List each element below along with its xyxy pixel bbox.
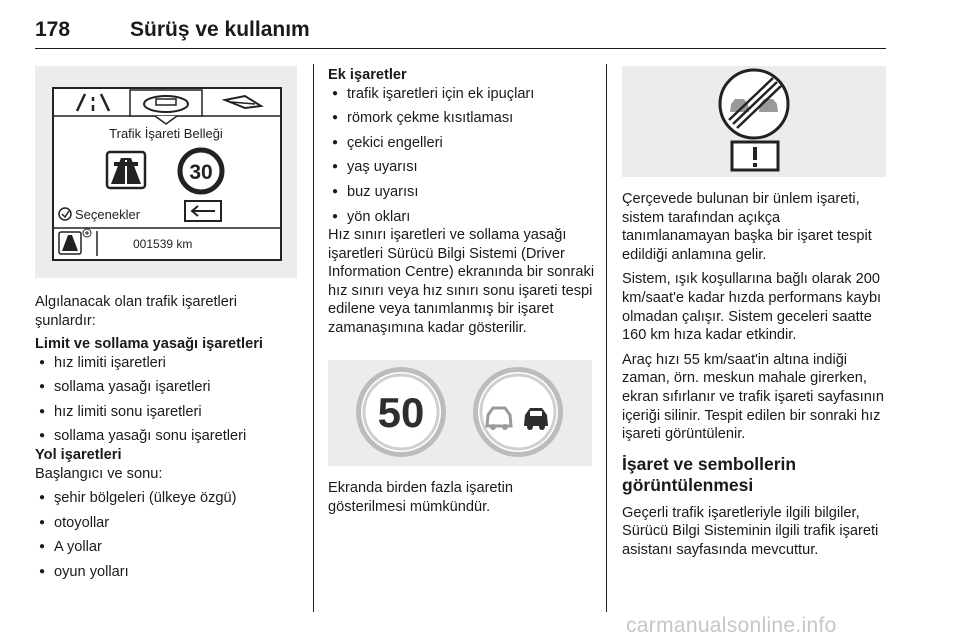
motorway-mini-icon: [59, 232, 81, 254]
road-signs-group: [35, 446, 305, 588]
end-no-overtaking-sign: [720, 70, 788, 138]
extra-signs-heading: Ek işaretler: [328, 67, 407, 83]
limits-heading: Limit ve sollama yasağı işaretleri: [35, 336, 263, 352]
section-title: İşaret ve sembollerin görüntülenmesi: [622, 453, 797, 495]
back-arrow-icon: [185, 201, 221, 221]
list-item: ● hız limiti işaretleri: [35, 354, 305, 373]
info-paragraph: Geçerli trafik işaretleriyle ilgili bilgiler, Sürücü Bilgi Sisteminin ilgili trafik işareti asistanı sayfasında mevcuttur.: [622, 504, 879, 558]
watermark: carmanualsonline.info: [626, 614, 837, 637]
exclamation-paragraph: Çerçevede bulunan bir ünlem işareti, sistem tarafından açıkça tanımlanamayan başka bir işaret tespit edildiği anlamına gelir.: [622, 191, 872, 263]
road-signs-heading: Yol işaretleri: [35, 447, 122, 463]
list-item: ● çekici engelleri: [328, 134, 596, 153]
speed-signs-figure: [328, 360, 592, 466]
motorway-sign-icon: [107, 152, 145, 188]
unknown-sign-illustration: [622, 66, 886, 177]
list-item: ● buz uyarısı: [328, 183, 596, 202]
chapter-title: Sürüş ve kullanım: [130, 18, 310, 41]
multiple-signs-paragraph: Ekranda birden fazla işaretin gösterilmesi mümkündür.: [328, 480, 513, 515]
display-paragraph: Hız sınırı işaretleri ve sollama yasağı işaretleri Sürücü Bilgi Sistemi (Driver Information Centre) ekranında bir sonraki hız sınırı veya hız sınırı sonu işareti tespi edilene veya tanımlanmış bir işaret zamanaşımına kadar gösterilir.: [328, 227, 595, 336]
limits-group: [35, 335, 305, 452]
extra-signs-group: [328, 66, 596, 232]
unknown-sign-figure: [622, 66, 886, 177]
speed-limit-sign-icon: [180, 150, 222, 192]
column-divider-2: [606, 64, 607, 612]
performance-paragraph: Sistem, ışık koşullarına bağlı olarak 200 km/saat'e kadar hızda performans kaybı olmadan çalışır. Sistem geceleri saatte 160 km hıza kadar etkindir.: [622, 271, 882, 344]
list-item: ● yaş uyarısı: [328, 158, 596, 177]
odometer-readout: 001539 km: [133, 237, 193, 251]
list-item: ● trafik işaretleri için ek ipuçları: [328, 85, 596, 104]
page-header: [35, 0, 886, 49]
list-item: ● yön okları: [328, 208, 596, 227]
no-overtaking-sign: [473, 367, 563, 457]
page-number: 178: [35, 18, 71, 41]
list-item: ● hız limiti sonu işaretleri: [35, 403, 305, 422]
speed-limit-value: 50: [377, 389, 425, 436]
dic-display-figure: [35, 66, 297, 278]
list-item: ● oyun yolları: [35, 563, 305, 582]
speed-limit-50-sign: [356, 367, 446, 457]
options-label: Seçenekler: [75, 207, 141, 222]
list-item: ● otoyollar: [35, 514, 305, 533]
list-item: ● römork çekme kısıtlaması: [328, 109, 596, 128]
speed-signs-illustration: [328, 360, 592, 466]
dic-display-illustration: [35, 66, 297, 278]
road-signs-subheading: Başlangıcı ve sonu:: [35, 465, 163, 482]
speed-limit-value: 30: [189, 161, 213, 184]
display-title: Trafik İşareti Belleği: [109, 126, 223, 141]
list-item: ● sollama yasağı işaretleri: [35, 378, 305, 397]
reset-paragraph: Araç hızı 55 km/saat'in altına indiği zaman, örn. meskun mahale girerken, ekran sıfırlanır ve trafik işareti sayfasının içeriği silinir. Tespit edilen bir sonraki hız işareti görüntülenir.: [622, 351, 884, 443]
exclamation-icon: [732, 142, 778, 170]
column-divider-1: [313, 64, 314, 612]
list-item: ● şehir bölgeleri (ülkeye özgü): [35, 489, 305, 508]
list-item: ● A yollar: [35, 538, 305, 557]
intro-text: Algılanacak olan trafik işaretleri şunlardır:: [35, 294, 237, 329]
list-item: ● sollama yasağı sonu işaretleri: [35, 427, 305, 446]
